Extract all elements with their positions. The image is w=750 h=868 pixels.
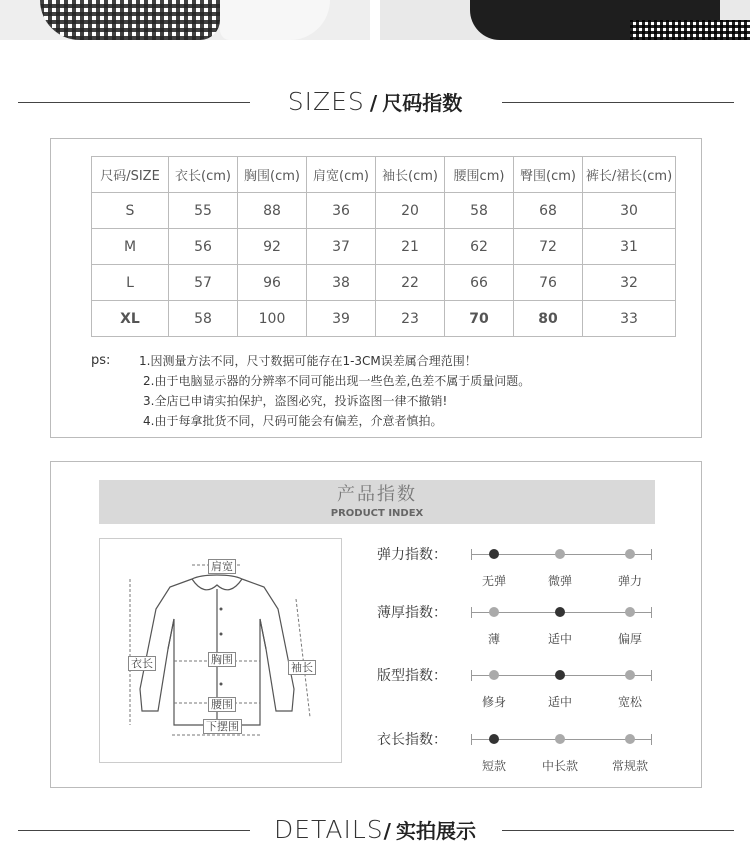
- product-index-panel: [50, 461, 702, 788]
- gingham-pattern: [40, 0, 220, 40]
- table-header-row: [92, 157, 676, 193]
- cell-size: L: [92, 265, 169, 301]
- index-option: 无弹: [481, 574, 507, 588]
- product-index-header: [99, 480, 655, 524]
- table-row: [92, 229, 676, 265]
- product-photo-left: [0, 0, 370, 40]
- index-option: 微弹: [547, 574, 573, 588]
- header-size: 尺码/SIZE: [92, 157, 169, 193]
- table-cell: 21: [376, 229, 445, 265]
- table-cell: 100: [238, 301, 307, 337]
- white-collar: [220, 0, 330, 40]
- notes-ps-label: ps:: [91, 353, 111, 368]
- note-item: 2.由于电脑显示器的分辨率不同可能出现一些色差,色差不属于质量问题。: [143, 374, 531, 388]
- table-cell: 62: [445, 229, 514, 265]
- table-cell: 33: [583, 301, 676, 337]
- size-table: [91, 156, 676, 337]
- table-cell: 56: [169, 229, 238, 265]
- product-photo-right: [380, 0, 750, 40]
- label-hem: 下摆围: [203, 719, 242, 734]
- index-option: 短款: [481, 759, 507, 773]
- index-dot: [555, 549, 565, 559]
- table-cell: 37: [307, 229, 376, 265]
- index-option: 适中: [547, 632, 573, 646]
- sizes-title-zh: 尺码指数: [382, 91, 463, 115]
- note-item: 4.由于每拿批货不同，尺码可能会有偏差，介意者慎拍。: [143, 414, 443, 428]
- index-dot-selected: [489, 549, 499, 559]
- header-shoulder: 肩宽(cm): [307, 157, 376, 193]
- label-chest: 胸围: [208, 652, 236, 667]
- header-waist: 腰围cm): [445, 157, 514, 193]
- index-option: 弹力: [617, 574, 643, 588]
- product-index-title-zh: 产品指数: [337, 484, 417, 505]
- table-cell: 66: [445, 265, 514, 301]
- index-name: 弹力指数：: [377, 547, 447, 563]
- table-cell: 68: [514, 193, 583, 229]
- index-dot: [489, 670, 499, 680]
- index-option: 宽松: [617, 695, 643, 709]
- length-index: [377, 729, 657, 773]
- index-scale: [471, 554, 651, 588]
- table-cell: 55: [169, 193, 238, 229]
- table-cell: 70: [445, 301, 514, 337]
- header-length: 衣长(cm): [169, 157, 238, 193]
- index-name: 衣长指数：: [377, 732, 447, 748]
- size-chart-panel: [50, 138, 702, 438]
- index-dot: [625, 607, 635, 617]
- index-name: 薄厚指数：: [377, 605, 447, 621]
- label-waist: 腰围: [208, 697, 236, 712]
- index-option: 修身: [481, 695, 507, 709]
- table-cell: 22: [376, 265, 445, 301]
- cell-size: M: [92, 229, 169, 265]
- table-row: [92, 265, 676, 301]
- table-cell: 92: [238, 229, 307, 265]
- notes-list: [139, 351, 530, 431]
- index-option: 适中: [547, 695, 573, 709]
- details-title-en: DETAILS: [273, 815, 384, 844]
- fit-index: [377, 665, 657, 709]
- index-dot-selected: [555, 670, 565, 680]
- index-scale: [471, 612, 651, 646]
- garment-measure-diagram: [99, 538, 342, 763]
- title-slash: /: [383, 819, 391, 843]
- header-hip: 臀围(cm): [514, 157, 583, 193]
- label-length: 衣长: [128, 656, 156, 671]
- index-scale: [471, 675, 651, 709]
- thickness-index: [377, 602, 657, 646]
- header-chest: 胸围(cm): [238, 157, 307, 193]
- details-title-zh: 实拍展示: [396, 819, 477, 843]
- table-cell: 72: [514, 229, 583, 265]
- header-sleeve: 袖长(cm): [376, 157, 445, 193]
- index-dot-selected: [555, 607, 565, 617]
- index-option: 偏厚: [617, 632, 643, 646]
- index-option: 常规款: [611, 759, 649, 773]
- index-dot: [555, 734, 565, 744]
- table-cell: 31: [583, 229, 676, 265]
- title-slash: /: [369, 91, 378, 115]
- index-name: 版型指数：: [377, 668, 447, 684]
- index-dot-selected: [489, 734, 499, 744]
- cell-size: XL: [92, 301, 169, 337]
- elasticity-index: [377, 544, 657, 588]
- cell-size: S: [92, 193, 169, 229]
- label-sleeve: 袖长: [288, 660, 316, 675]
- table-cell: 36: [307, 193, 376, 229]
- table-cell: 20: [376, 193, 445, 229]
- table-cell: 58: [445, 193, 514, 229]
- label-shoulder: 肩宽: [208, 559, 236, 574]
- index-scale: [471, 739, 651, 773]
- table-cell: 23: [376, 301, 445, 337]
- table-cell: 58: [169, 301, 238, 337]
- table-cell: 76: [514, 265, 583, 301]
- product-index-title-en: PRODUCT INDEX: [330, 508, 424, 519]
- index-dot: [625, 549, 635, 559]
- table-row: [92, 193, 676, 229]
- note-item: 1.因测量方法不同，尺寸数据可能存在1-3CM误差属合理范围！: [139, 354, 477, 368]
- index-dot: [489, 607, 499, 617]
- table-cell: 38: [307, 265, 376, 301]
- gingham-pattern: [630, 20, 750, 40]
- sizes-section-title: [0, 82, 750, 122]
- table-cell: 32: [583, 265, 676, 301]
- index-dot: [625, 670, 635, 680]
- index-dot: [625, 734, 635, 744]
- table-cell: 80: [514, 301, 583, 337]
- header-pants-length: 裤长/裙长(cm): [583, 157, 676, 193]
- details-section-title: [0, 810, 750, 850]
- table-cell: 57: [169, 265, 238, 301]
- table-cell: 96: [238, 265, 307, 301]
- table-cell: 30: [583, 193, 676, 229]
- table-cell: 39: [307, 301, 376, 337]
- index-option: 中长款: [541, 759, 579, 773]
- table-row: [92, 301, 676, 337]
- table-cell: 88: [238, 193, 307, 229]
- index-option: 薄: [487, 632, 501, 646]
- note-item: 3.全店已申请实拍保护，盗图必究，投诉盗图一律不撤销!: [143, 394, 448, 408]
- sizes-title-en: SIZES: [287, 87, 365, 116]
